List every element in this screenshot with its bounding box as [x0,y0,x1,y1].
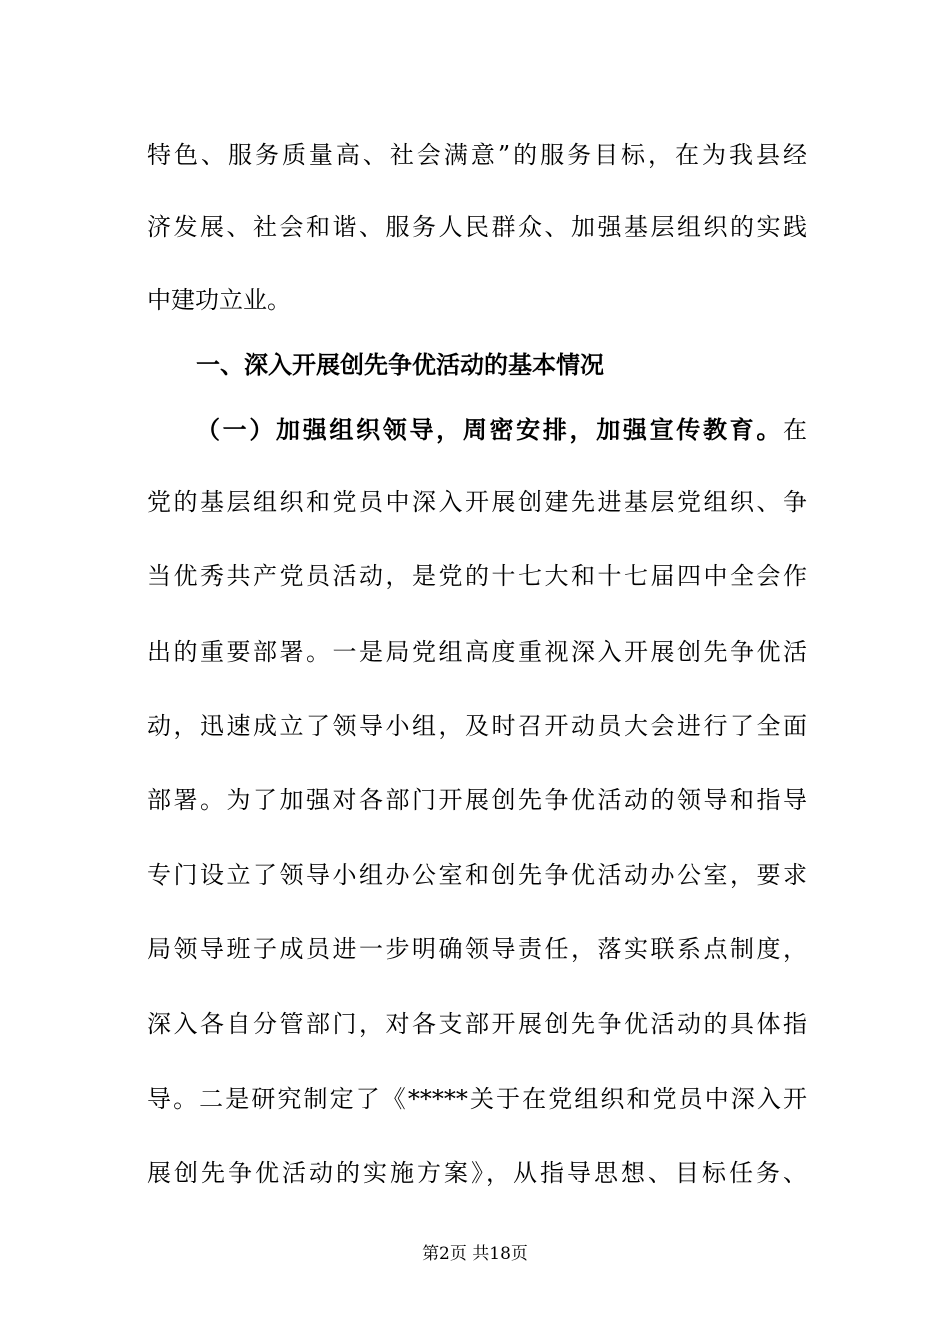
paragraph-line-2: 当优秀共产党员活动，是党的十七大和十七届四中全会作 [147,562,807,590]
paragraph-line-6: 专门设立了领导小组办公室和创先争优活动办公室，要求 [147,861,807,889]
paragraph-line-7: 局领导班子成员进一步明确领导责任，落实联系点制度， [147,935,807,963]
subsection-tail: 在 [783,416,807,444]
body-line-2: 济发展、社会和谐、服务人民群众、加强基层组织的实践 [147,213,807,241]
body-line-1: 特色、服务质量高、社会满意”的服务目标，在为我县经 [147,141,807,169]
section-heading: 一、深入开展创先争优活动的基本情况 [196,350,604,379]
paragraph-line-5: 部署。为了加强对各部门开展创先争优活动的领导和指导 [147,786,807,814]
paragraph-line-9: 导。二是研究制定了《*****关于在党组织和党员中深入开 [147,1085,807,1113]
paragraph-line-4: 动，迅速成立了领导小组，及时召开动员大会进行了全面 [147,712,807,740]
page-number-footer: 第2页 共18页 [422,1244,528,1264]
paragraph-line-3: 出的重要部署。一是局党组高度重视深入开展创先争优活 [147,638,807,666]
paragraph-line-8: 深入各自分管部门，对各支部开展创先争优活动的具体指 [147,1010,807,1038]
subsection-first-line [196,415,807,445]
body-line-3: 中建功立业。 [147,286,291,314]
paragraph-line-1: 党的基层组织和党员中深入开展创建先进基层党组织、争 [147,488,807,516]
subsection-title: （一）加强组织领导，周密安排，加强宣传教育。 [196,415,783,444]
paragraph-line-10: 展创先争优活动的实施方案》，从指导思想、目标任务、 [147,1159,807,1187]
